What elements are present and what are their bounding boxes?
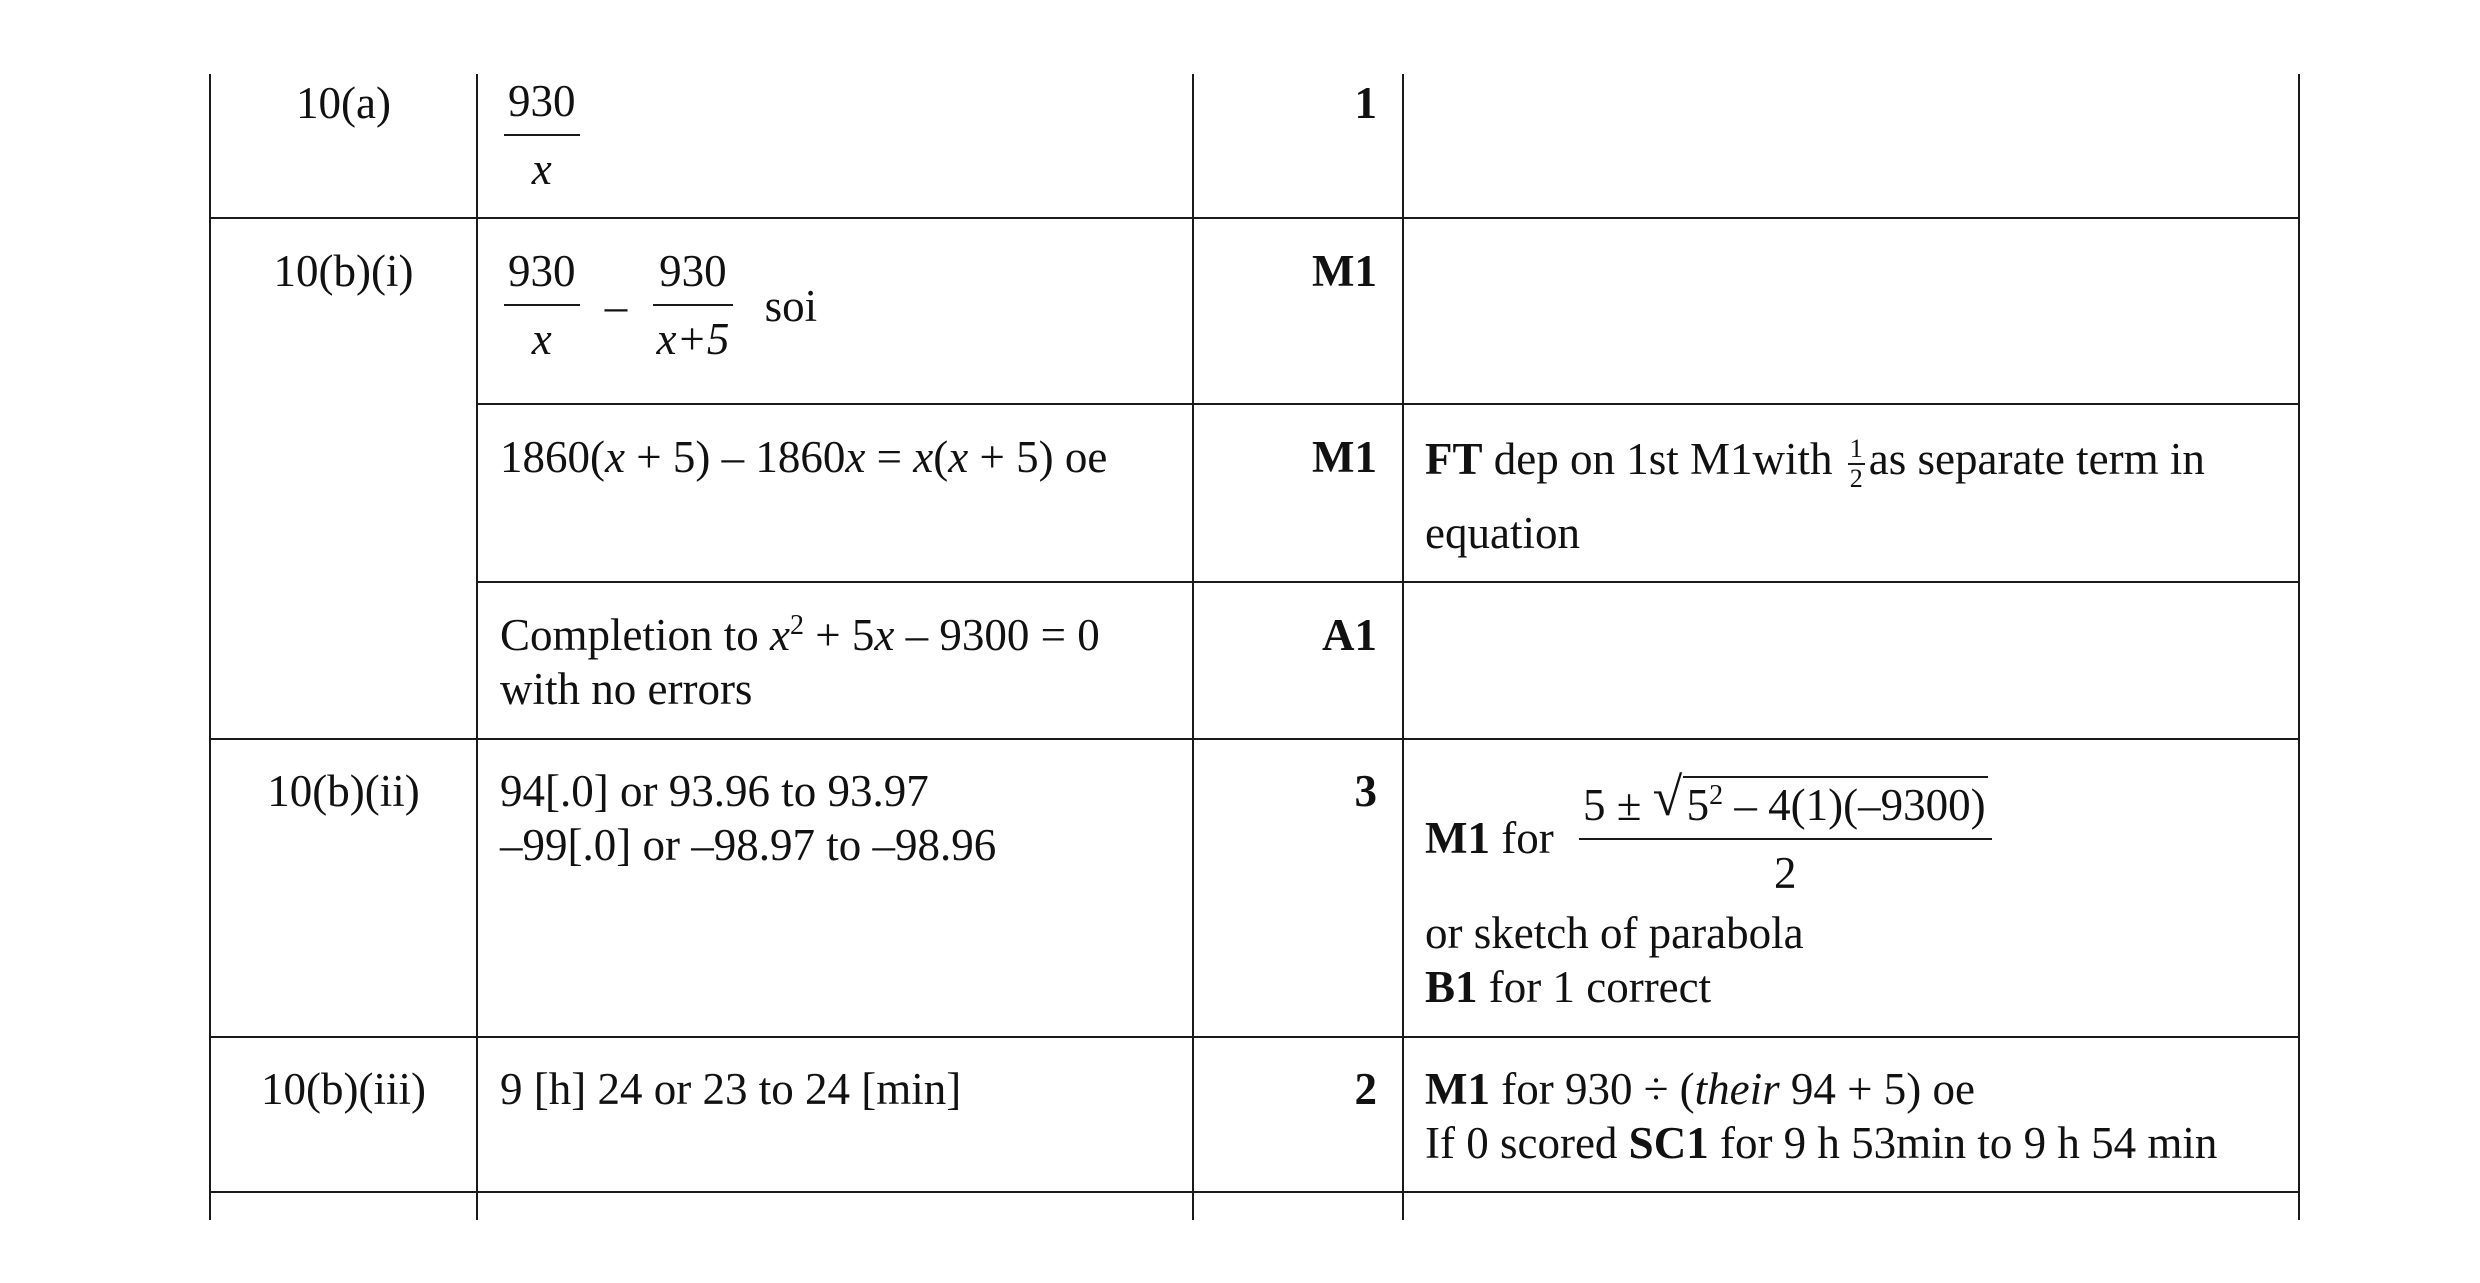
numerator: 930 [504, 246, 580, 306]
square-root [1652, 767, 1988, 832]
suffix-text: soi [764, 280, 818, 331]
operator: – [604, 280, 628, 331]
guidance-label: M1 [1425, 1064, 1490, 1114]
denominator: 2 [1774, 847, 1797, 898]
variable: x [770, 610, 790, 660]
numerator: 1 [1849, 434, 1863, 464]
denominator: 2 [1849, 463, 1863, 493]
fraction [504, 76, 580, 196]
answer-text: x [948, 432, 969, 482]
guidance-text: for 1 correct [1477, 962, 1712, 1012]
mark-value: 1 [1354, 78, 1377, 128]
mark-value: 3 [1354, 766, 1377, 816]
guidance-text: for 9 h 53min to 9 h 54 min [1708, 1118, 2218, 1168]
table-border-right [2298, 74, 2300, 1220]
answer-text: – 9300 = 0 [894, 610, 1100, 660]
guidance-text: equation [1425, 508, 1580, 558]
answer-cell [500, 608, 1100, 662]
numerator: 930 [653, 246, 734, 306]
answer-cell [500, 430, 1107, 484]
numerator: 930 [504, 76, 580, 136]
mark-value: M1 [1312, 432, 1377, 482]
guidance-cell [1425, 432, 2205, 492]
guidance-text: 94 + 5) oe [1779, 1064, 1975, 1114]
row-divider [476, 581, 2300, 583]
guidance-text: their [1694, 1064, 1780, 1114]
exponent: 2 [1709, 780, 1724, 811]
column-divider-answer [476, 74, 478, 1220]
mark-value: A1 [1322, 610, 1377, 660]
column-divider-guidance [1402, 74, 1404, 1220]
answer-text: + 5 [803, 610, 875, 660]
answer-text: 94[.0] or 93.96 to 93.97 [500, 766, 929, 816]
mark-value: M1 [1312, 246, 1377, 296]
radicand-base: 5 [1686, 780, 1710, 830]
denominator: x [531, 143, 552, 194]
answer-text: + 5) oe [968, 432, 1108, 482]
guidance-label: SC1 [1628, 1118, 1709, 1168]
guidance-text: as separate term in [1868, 434, 2205, 484]
exponent: 2 [789, 610, 804, 641]
guidance-text: If 0 scored [1425, 1118, 1629, 1168]
guidance-text: for [1489, 812, 1565, 863]
answer-text: –99[.0] or –98.97 to –98.96 [500, 820, 997, 870]
radical-sign-icon: √ [1652, 767, 1683, 827]
guidance-text: dep on 1st M1with [1482, 434, 1844, 484]
question-number: 10(a) [296, 78, 391, 128]
denominator: x+5 [656, 313, 730, 364]
numerator [1579, 767, 1992, 840]
mark-value: 2 [1354, 1064, 1377, 1114]
answer-cell [504, 76, 580, 196]
guidance-text: for 930 ÷ ( [1489, 1064, 1695, 1114]
answer-text: x [913, 432, 934, 482]
answer-text: x [845, 432, 866, 482]
answer-text: 9 [h] 24 or 23 to 24 [min] [500, 1064, 962, 1114]
question-number: 10(b)(ii) [267, 766, 420, 816]
question-number: 10(b)(iii) [261, 1064, 426, 1114]
variable: x [874, 610, 895, 660]
guidance-line [1425, 960, 1711, 1014]
row-divider [209, 738, 2300, 740]
question-number: 10(b)(i) [273, 246, 414, 296]
answer-text: with no errors [500, 664, 753, 714]
radicand-rest: – 4(1)(–9300) [1723, 780, 1986, 830]
answer-text: ( [933, 432, 949, 482]
answer-text: 1860( [500, 432, 605, 482]
fraction [504, 246, 580, 366]
answer-text: = [865, 432, 914, 482]
row-divider [476, 403, 2300, 405]
guidance-line [1425, 1062, 1975, 1116]
answer-text: x [605, 432, 625, 482]
answer-cell [504, 246, 817, 366]
row-divider [209, 1036, 2300, 1038]
formula-text: 5 ± [1582, 780, 1653, 830]
guidance-line [1425, 1116, 2217, 1170]
fraction [653, 246, 734, 366]
row-divider [209, 1191, 2300, 1193]
guidance-label: B1 [1425, 962, 1478, 1012]
answer-text: Completion to [500, 610, 770, 660]
guidance-label: M1 [1425, 812, 1490, 863]
guidance-label: FT [1425, 434, 1483, 484]
radicand [1683, 776, 1988, 832]
row-divider [209, 217, 2300, 219]
denominator: x [531, 313, 552, 364]
answer-text: + 5) – 1860 [624, 432, 846, 482]
guidance-cell [1425, 767, 1992, 900]
half-fraction [1848, 435, 1865, 492]
quadratic-formula [1579, 767, 1992, 900]
guidance-text: or sketch of parabola [1425, 908, 1804, 958]
